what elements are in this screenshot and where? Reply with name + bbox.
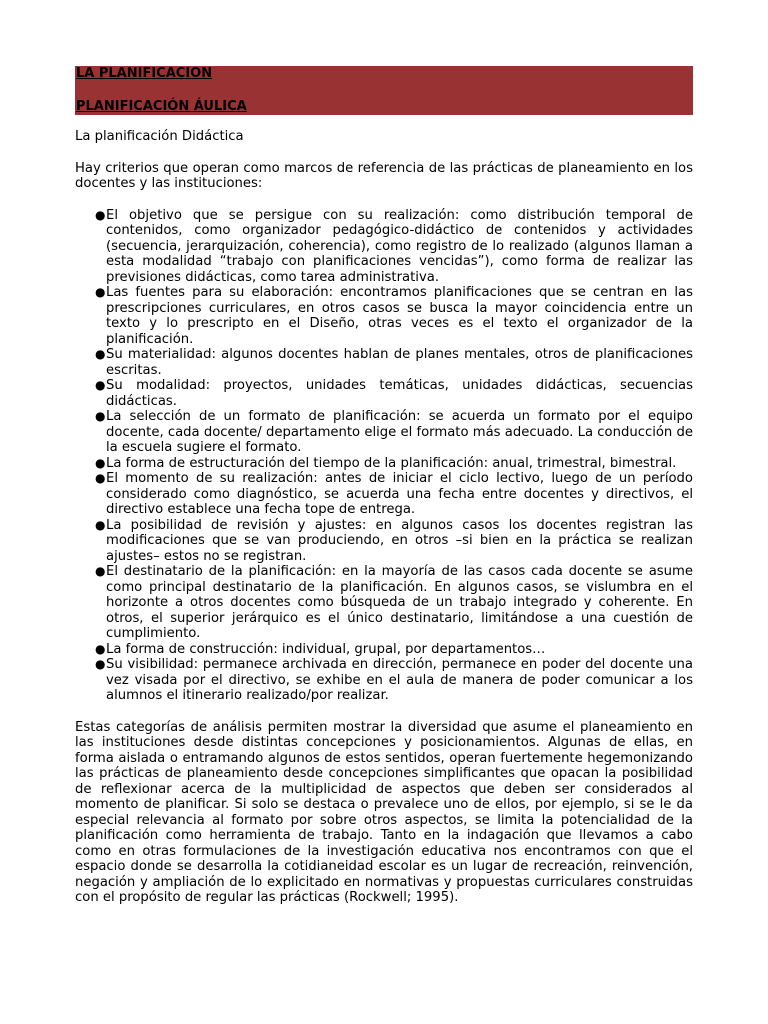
bullet-icon: ● [95,641,106,656]
criteria-list [75,208,693,704]
bullet-icon: ● [95,471,106,485]
list-item-text: Las fuentes para su elaboración: encontramos planificaciones que se centran en las prescripciones curriculares, en otros casos se busca la mayor coincidencia entre un texto y lo prescripto en el Diseño, otras veces es el texto el organizador de la planificación. [106,285,693,347]
list-item [75,657,693,704]
closing-paragraph: Estas categorías de análisis permiten mostrar la diversidad que asume el planeamiento en las instituciones desde distintas concepciones y posicionamientos. Algunas de ellas, en forma aislada o entramando algunos de estos sentidos, operan fuertemente hegemonizando las prácticas de planeamiento desde concepciones simplificantes que opacan la posibilidad de reflexionar acerca de la multiplicidad de aspectos que deben ser considerados al momento de planificar. Si solo se destaca o prevalece uno de ellos, por ejemplo, si se le da especial relevancia al formato por sobre otros aspectos, se limita la potencialidad de la planificación como herramienta de trabajo. Tanto en la indagación que llevamos a cabo como en otras formulaciones de la investigación educativa nos encontramos con que el espacio donde se desarrolla la cotidianeidad escolar es un lugar de recreación, reinvención, negación y ampliación de lo explicitado en normativas y propuestas curriculares construidas con el propósito de regular las prácticas (Rockwell; 1995). [75,719,693,905]
bullet-icon: ● [95,207,106,222]
list-item-text: El destinatario de la planificación: en la mayoría de las casos cada docente se asume como principal destinatario de la planificación. En algunos casos, se vislumbra en el horizonte a otros docentes como búsqueda de un trabajo integrado y coherente. En otros, el superior jerárquico es el único destinatario, limitándose a una cuestión de cumplimiento. [106,564,693,641]
list-item-text: El objetivo que se persigue con su realización: como distribución temporal de contenidos, como organizador pedagógico-didáctico de contenidos y actividades (secuencia, jerarquización, coherencia), como registro de lo realizado (algunos llaman a esta modalidad “trabajo con planificaciones vencidas”), como forma de realizar las previsiones didácticas, como tarea administrativa. [106,207,693,285]
bullet-icon: ● [95,657,106,671]
list-item [75,347,693,378]
list-item [75,471,693,518]
list-item [75,378,693,409]
bullet-icon: ● [95,285,106,299]
document-subtitle: PLANIFICACIÓN ÁULICA [76,99,247,114]
list-item-text: Su visibilidad: permanece archivada en dirección, permanece en poder del docente una vez visada por el directivo, se exhibe en el aula de manera de poder comunicar a los alumnos el itinerario realizado/por realizar. [106,657,693,703]
bullet-icon: ● [95,347,106,361]
section-title: La planificación Didáctica [75,129,244,144]
bullet-icon: ● [95,564,106,578]
list-item [75,642,693,658]
list-item-text: Su modalidad: proyectos, unidades temáticas, unidades didácticas, secuencias didácticas. [106,378,693,409]
list-item-text: La forma de estructuración del tiempo de la planificación: anual, trimestral, bimestral. [106,455,677,471]
bullet-icon: ● [95,409,106,423]
list-item-text: El momento de su realización: antes de iniciar el ciclo lectivo, luego de un período considerado como diagnóstico, se acuerda una fecha entre docentes y directivos, el directivo establece una fecha tope de entrega. [106,471,693,517]
list-item-text: La posibilidad de revisión y ajustes: en algunos casos los docentes registran las modificaciones que se van produciendo, en otros –si bien en la práctica se realizan ajustes– estos no se registran. [106,517,693,564]
document-title: LA PLANIFICACION [76,66,213,81]
list-item [75,409,693,456]
list-item [75,518,693,565]
list-item [75,285,693,347]
bullet-icon: ● [95,517,106,532]
header-banner [75,66,693,115]
bullet-icon: ● [95,378,106,392]
list-item-text: La selección de un formato de planificación: se acuerda un formato por el equipo docente, cada docente/ departamento elige el formato más adecuado. La conducción de la escuela sugiere el formato. [106,409,693,455]
list-item-text: Su materialidad: algunos docentes hablan de planes mentales, otros de planificaciones escritas. [106,347,693,378]
list-item [75,564,693,642]
list-item [75,456,693,472]
list-item-text: La forma de construcción: individual, grupal, por departamentos… [106,641,546,657]
list-item [75,208,693,286]
intro-paragraph: Hay criterios que operan como marcos de referencia de las prácticas de planeamiento en los docentes y las instituciones: [75,160,693,191]
bullet-icon: ● [95,455,106,470]
document-page [75,66,693,906]
